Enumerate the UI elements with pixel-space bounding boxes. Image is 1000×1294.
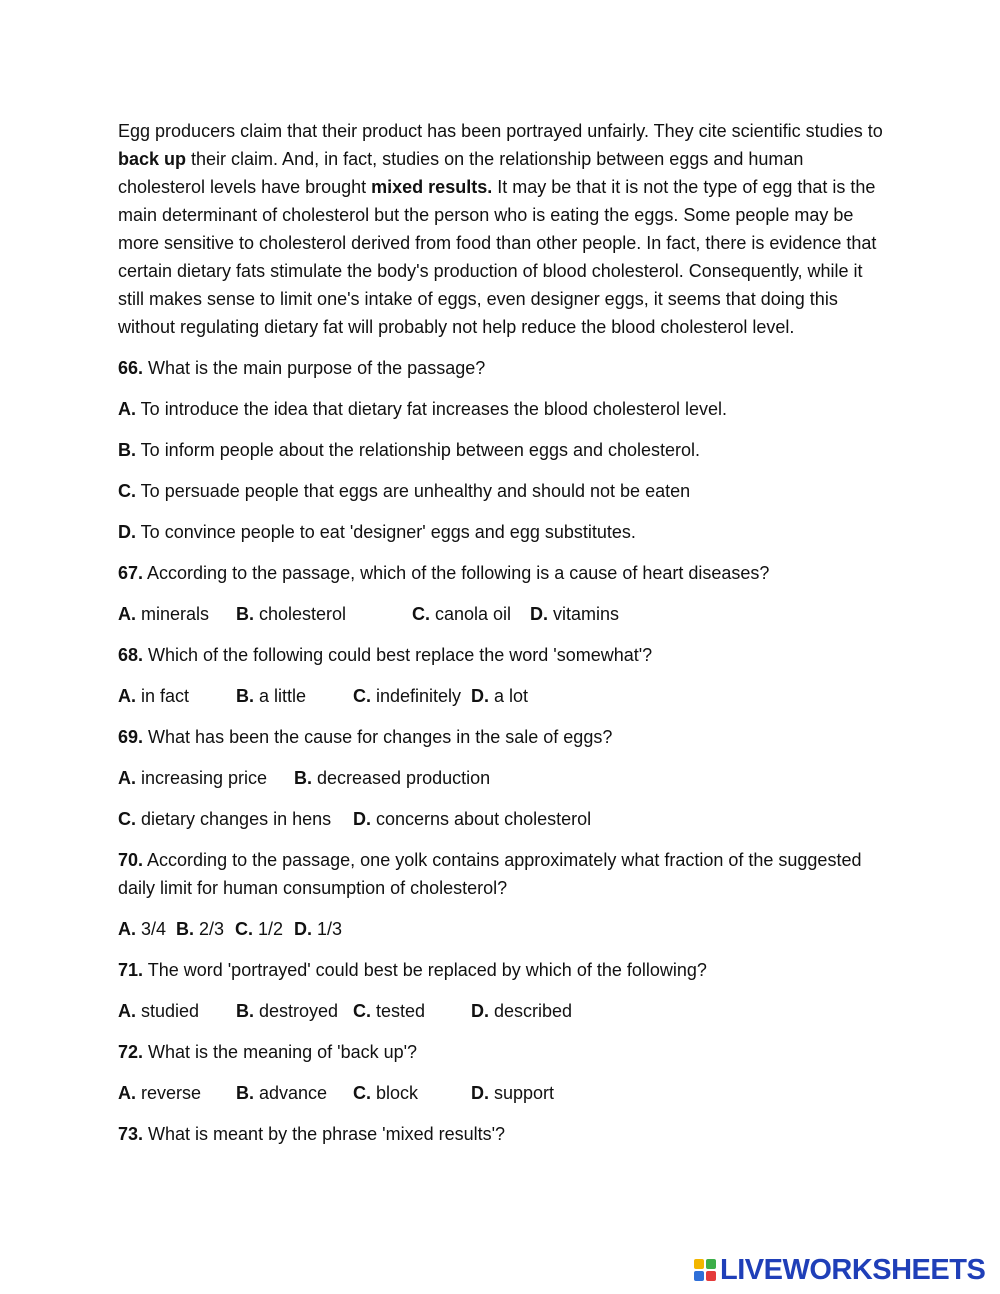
- logo-square-2: [706, 1259, 716, 1269]
- question-list: [118, 354, 888, 1148]
- passage-bold-back-up: back up: [118, 149, 187, 169]
- option-letter: D.: [471, 1001, 489, 1021]
- option-c[interactable]: [235, 915, 283, 943]
- passage-text-2: their claim. And, in fact, studies on the relationship between eggs and human cholesterol levels have brought: [118, 149, 804, 197]
- option-letter: C.: [353, 1083, 371, 1103]
- option-text: To convince people to eat 'designer' eggs and egg substitutes.: [136, 522, 636, 542]
- question-text: What has been the cause for changes in the sale of eggs?: [143, 727, 613, 747]
- option-d[interactable]: [294, 915, 342, 943]
- option-letter: A.: [118, 604, 136, 624]
- option-letter: A.: [118, 1083, 136, 1103]
- option-c[interactable]: [412, 600, 511, 628]
- option-b[interactable]: [294, 764, 490, 792]
- option-b[interactable]: [176, 915, 224, 943]
- option-a[interactable]: [118, 915, 166, 943]
- option-letter: A.: [118, 399, 136, 419]
- option-text: decreased production: [312, 768, 491, 788]
- question-number: 70.: [118, 850, 144, 870]
- option-c[interactable]: [118, 477, 690, 505]
- question-text: What is meant by the phrase 'mixed results'?: [143, 1124, 506, 1144]
- logo-text: LIVEWORKSHEETS: [720, 1253, 986, 1286]
- question-number: 68.: [118, 645, 144, 665]
- option-text: described: [489, 1001, 573, 1021]
- option-a[interactable]: [118, 764, 267, 792]
- option-b[interactable]: [118, 436, 700, 464]
- option-letter: C.: [353, 686, 371, 706]
- option-d[interactable]: [471, 682, 528, 710]
- option-text: increasing price: [136, 768, 268, 788]
- option-letter: D.: [471, 1083, 489, 1103]
- option-a[interactable]: [118, 682, 189, 710]
- option-b[interactable]: [236, 1079, 327, 1107]
- option-text: 2/3: [194, 919, 225, 939]
- option-text: 1/3: [312, 919, 343, 939]
- option-text: canola oil: [430, 604, 512, 624]
- option-row: [118, 518, 888, 546]
- option-d[interactable]: [471, 997, 572, 1025]
- option-text: 3/4: [136, 919, 167, 939]
- option-row: [118, 477, 888, 505]
- option-letter: D.: [294, 919, 312, 939]
- option-text: cholesterol: [254, 604, 347, 624]
- option-row: [118, 764, 888, 792]
- question-69: [118, 723, 888, 751]
- liveworksheets-logo: [694, 1255, 985, 1285]
- option-a[interactable]: [118, 1079, 201, 1107]
- option-letter: C.: [118, 809, 136, 829]
- option-text: To persuade people that eggs are unhealthy and should not be eaten: [136, 481, 691, 501]
- option-text: block: [371, 1083, 419, 1103]
- option-letter: D.: [471, 686, 489, 706]
- option-a[interactable]: [118, 395, 727, 423]
- option-d[interactable]: [530, 600, 619, 628]
- option-text: a little: [254, 686, 307, 706]
- option-letter: B.: [118, 440, 136, 460]
- question-68: [118, 641, 888, 669]
- question-text: The word 'portrayed' could best be replaced by which of the following?: [143, 960, 707, 980]
- logo-square-3: [694, 1271, 704, 1281]
- option-row: [118, 805, 888, 833]
- question-text: According to the passage, which of the following is a cause of heart diseases?: [143, 563, 770, 583]
- reading-passage: [118, 117, 888, 341]
- option-letter: C.: [235, 919, 253, 939]
- passage-bold-mixed-results: mixed results.: [371, 177, 493, 197]
- option-text: tested: [371, 1001, 426, 1021]
- passage-text-1: Egg producers claim that their product has been portrayed unfairly. They cite scientific studies to: [118, 121, 883, 141]
- option-letter: D.: [353, 809, 371, 829]
- option-letter: A.: [118, 1001, 136, 1021]
- option-b[interactable]: [236, 997, 338, 1025]
- option-a[interactable]: [118, 997, 199, 1025]
- option-text: vitamins: [548, 604, 620, 624]
- option-letter: C.: [118, 481, 136, 501]
- option-text: studied: [136, 1001, 200, 1021]
- option-letter: D.: [118, 522, 136, 542]
- option-b[interactable]: [236, 682, 306, 710]
- worksheet-page: [118, 117, 888, 1161]
- question-70: [118, 846, 888, 902]
- question-number: 69.: [118, 727, 144, 747]
- option-text: concerns about cholesterol: [371, 809, 592, 829]
- option-text: destroyed: [254, 1001, 339, 1021]
- option-letter: A.: [118, 686, 136, 706]
- option-row: [118, 997, 888, 1025]
- option-text: dietary changes in hens: [136, 809, 332, 829]
- question-text: Which of the following could best replace the word 'somewhat'?: [143, 645, 653, 665]
- logo-square-1: [694, 1259, 704, 1269]
- logo-square-4: [706, 1271, 716, 1281]
- question-67: [118, 559, 888, 587]
- option-d[interactable]: [471, 1079, 554, 1107]
- option-letter: A.: [118, 919, 136, 939]
- question-number: 66.: [118, 358, 144, 378]
- option-letter: B.: [294, 768, 312, 788]
- logo-icon: [694, 1259, 716, 1281]
- question-66: [118, 354, 888, 382]
- question-number: 67.: [118, 563, 144, 583]
- option-c[interactable]: [353, 997, 425, 1025]
- question-number: 71.: [118, 960, 144, 980]
- option-letter: B.: [236, 686, 254, 706]
- option-letter: B.: [176, 919, 194, 939]
- option-c[interactable]: [353, 682, 461, 710]
- option-b[interactable]: [236, 600, 346, 628]
- option-letter: B.: [236, 1083, 254, 1103]
- option-letter: D.: [530, 604, 548, 624]
- question-text: What is the main purpose of the passage?: [143, 358, 486, 378]
- option-text: in fact: [136, 686, 190, 706]
- passage-text-3: It may be that it is not the type of egg that is the main determinant of cholesterol but the person who is eating the eggs. Some people may be more sensitive to cholesterol derived from food than other people. In fact, there is evidence that certain dietary fats stimulate the body's production of blood cholesterol. Consequently, while it still makes sense to limit one's intake of eggs, even designer eggs, it seems that doing this without regulating dietary fat will probably not help reduce the blood cholesterol level.: [118, 177, 877, 337]
- option-a[interactable]: [118, 600, 209, 628]
- question-number: 72.: [118, 1042, 144, 1062]
- option-text: minerals: [136, 604, 210, 624]
- option-row: [118, 682, 888, 710]
- option-c[interactable]: [118, 805, 331, 833]
- option-text: reverse: [136, 1083, 202, 1103]
- option-letter: C.: [412, 604, 430, 624]
- option-text: To introduce the idea that dietary fat increases the blood cholesterol level.: [136, 399, 728, 419]
- option-letter: B.: [236, 1001, 254, 1021]
- option-text: advance: [254, 1083, 328, 1103]
- option-c[interactable]: [353, 1079, 418, 1107]
- option-text: 1/2: [253, 919, 284, 939]
- option-d[interactable]: [353, 805, 591, 833]
- option-row: [118, 395, 888, 423]
- question-72: [118, 1038, 888, 1066]
- question-text: What is the meaning of 'back up'?: [143, 1042, 418, 1062]
- option-row: [118, 915, 888, 943]
- option-letter: B.: [236, 604, 254, 624]
- option-letter: C.: [353, 1001, 371, 1021]
- option-letter: A.: [118, 768, 136, 788]
- question-number: 73.: [118, 1124, 144, 1144]
- question-73: [118, 1120, 888, 1148]
- option-text: a lot: [489, 686, 529, 706]
- option-text: To inform people about the relationship between eggs and cholesterol.: [136, 440, 701, 460]
- option-text: indefinitely: [371, 686, 462, 706]
- option-d[interactable]: [118, 518, 636, 546]
- option-text: support: [489, 1083, 555, 1103]
- option-row: [118, 436, 888, 464]
- question-text: According to the passage, one yolk contains approximately what fraction of the suggested daily limit for human consumption of cholesterol?: [118, 850, 862, 898]
- option-row: [118, 1079, 888, 1107]
- question-71: [118, 956, 888, 984]
- option-row: [118, 600, 888, 628]
